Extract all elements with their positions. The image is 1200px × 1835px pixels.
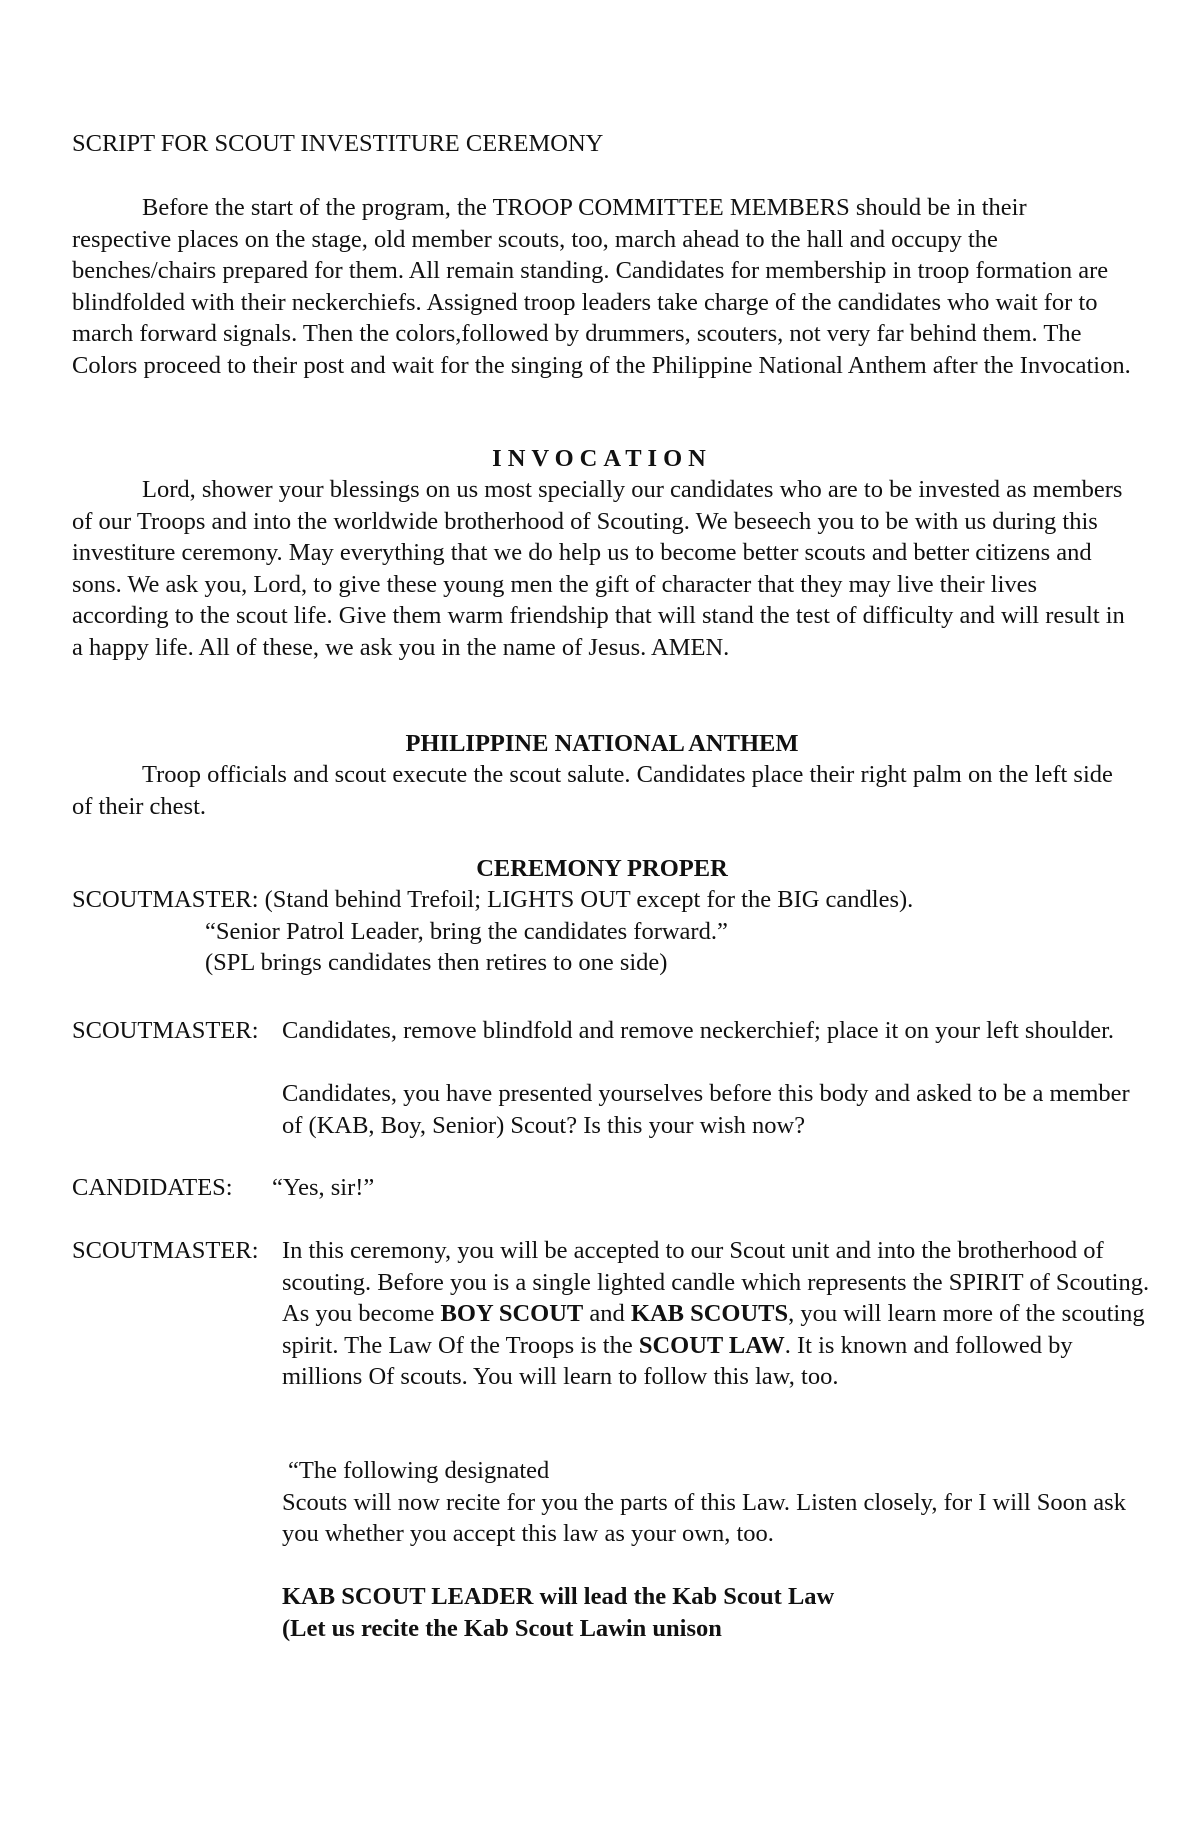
sm3-text-part-2: and bbox=[583, 1300, 631, 1327]
invocation-paragraph: Lord, shower your blessings on us most specially our candidates who are to be invested as members of our Troops and into the worldwide brotherhood of Scouting. We beseech you to be with us during this investiture ceremony. May everything that we do help us to become better scouts and better citizens and sons. We ask you, Lord, to give these young men the gift of character that they may live their lives according to the scout life. Give them warm friendship that will stand the test of difficulty and will result in a happy life. All of these, we ask you in the name of Jesus. AMEN. bbox=[72, 476, 1125, 661]
scoutmaster-line-2b: Candidates, you have presented yourselves before this body and asked to be a member of (KAB, Boy, Senior) Scout? Is this your wish now? bbox=[282, 1080, 1130, 1139]
speaker-label-scoutmaster-2: SCOUTMASTER: bbox=[72, 1017, 259, 1044]
anthem-heading: PHILIPPINE NATIONAL ANTHEM bbox=[405, 730, 799, 757]
scoutmaster-quote-1: “Senior Patrol Leader, bring the candidates forward.” bbox=[205, 918, 728, 945]
sm3-text-part-3: , you will learn more of the scouting spirit. The Law Of the Troops is the bbox=[282, 1300, 1145, 1359]
candidates-response: “Yes, sir!” bbox=[272, 1174, 375, 1201]
sm3-bold-boy-scout: BOY SCOUT bbox=[440, 1300, 584, 1327]
scoutmaster-line-3 bbox=[282, 1235, 1152, 1393]
sm3-text-part-1: In this ceremony, you will be accepted to our Scout unit and into the brotherhood of scouting. Before you is a single lighted candle which represents the SPIRIT of Scouting. As you become bbox=[282, 1237, 1150, 1327]
scoutmaster-line-2a: Candidates, remove blindfold and remove neckerchief; place it on your left shoulder. bbox=[282, 1017, 1115, 1044]
sm3-text-part-4: . It is known and followed by millions Of scouts. You will learn to follow this law, too. bbox=[282, 1331, 1073, 1390]
scoutmaster-instruction-1: SCOUTMASTER: (Stand behind Trefoil; LIGHTS OUT except for the BIG candles). bbox=[72, 886, 914, 913]
sm3-bold-kab-scouts: KAB SCOUTS bbox=[630, 1300, 789, 1327]
kab-recite-line: (Let us recite the Kab Scout Lawin unison bbox=[282, 1614, 722, 1642]
ceremony-heading: CEREMONY PROPER bbox=[476, 855, 728, 882]
designated-scouts-block bbox=[282, 1455, 1152, 1550]
intro-paragraph: Before the start of the program, the TROOP COMMITTEE MEMBERS should be in their respective places on the stage, old member scouts, too, march ahead to the hall and occupy the benches/chairs prepared for them. All remain standing. Candidates for membership in troop formation are blindfolded with their neckerchiefs. Assigned troop leaders take charge of the candidates who wait for to march forward signals. Then the colors,followed by drummers, scouters, not very far behind them. The Colors proceed to their post and wait for the singing of the Philippine National Anthem after the Invocation. bbox=[72, 194, 1131, 379]
sm3-bold-scout-law: SCOUT LAW bbox=[638, 1331, 785, 1359]
spl-note: (SPL brings candidates then retires to one side) bbox=[205, 949, 668, 976]
kab-leader-line: KAB SCOUT LEADER will lead the Kab Scout Law bbox=[282, 1583, 835, 1610]
document-title: SCRIPT FOR SCOUT INVESTITURE CEREMONY bbox=[72, 130, 604, 157]
speaker-label-candidates: CANDIDATES: bbox=[72, 1174, 233, 1201]
speaker-label-scoutmaster-3: SCOUTMASTER: bbox=[72, 1237, 259, 1264]
quote-opening-line: “The following designated bbox=[288, 1457, 550, 1484]
kab-scout-leader-block bbox=[282, 1581, 1152, 1644]
anthem-paragraph: Troop officials and scout execute the scout salute. Candidates place their right palm on the left side of their chest. bbox=[72, 761, 1113, 820]
quote-remaining-text: Scouts will now recite for you the parts of this Law. Listen closely, for I will Soon ask you whether you accept this law as your own, too. bbox=[282, 1488, 1126, 1547]
invocation-heading: INVOCATION bbox=[492, 445, 712, 472]
